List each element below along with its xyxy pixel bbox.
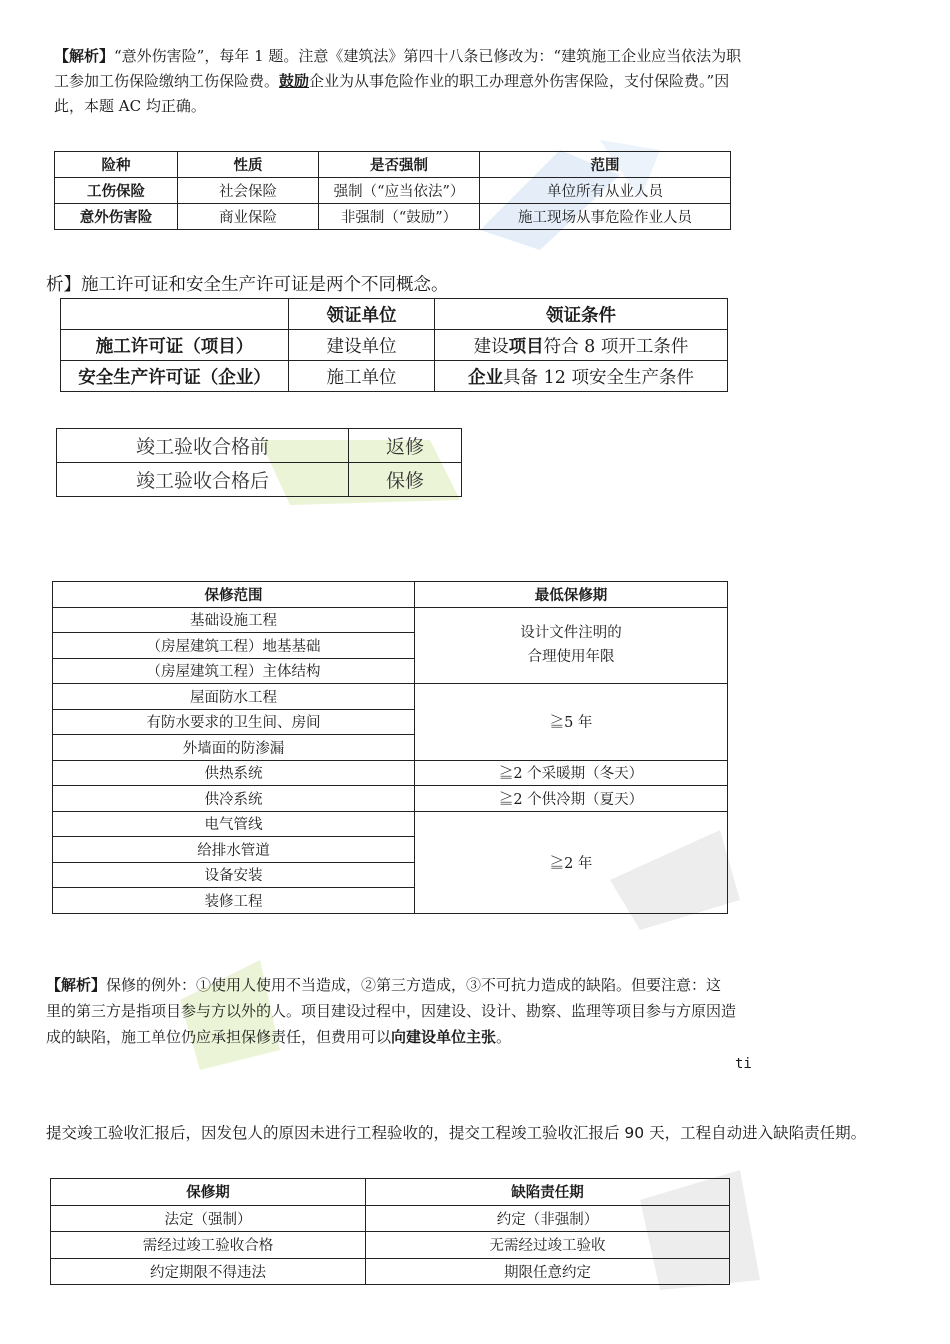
repair-stage-table <box>56 428 462 497</box>
table-cell: 施工单位 <box>289 361 435 392</box>
table-row <box>55 204 731 230</box>
table-header-row <box>53 582 728 608</box>
table-row <box>53 684 728 710</box>
table-cell: 装修工程 <box>53 888 415 914</box>
analysis-text-a: 保修的例外：①使用人使用不当造成，②第三方造成，③不可抗力造成的缺陷。但要注意：这里的第三方是指项目参与方以外的人。项目建设过程中，因建设、设计、勘察、监理等项目参与方原因造成的缺陷，施工单位仍应承担保修责任，但费用可以 <box>46 976 737 1046</box>
header-issuing-unit: 领证单位 <box>289 299 435 330</box>
header-scope: 范围 <box>480 152 731 178</box>
table-cell: 工伤保险 <box>55 178 178 204</box>
analysis-text-b: 企业为从事危险作业的职工办理意外伤害保险，支付保险费。”因此，本题 AC 均正确。 <box>54 72 730 115</box>
table-row <box>53 811 728 837</box>
period-line: 设计文件注明的 <box>520 625 622 642</box>
table-cell: 商业保险 <box>178 204 319 230</box>
analysis-paragraph-3 <box>46 972 736 1050</box>
table-row <box>51 1232 730 1259</box>
table-cell: 屋面防水工程 <box>53 684 415 710</box>
warranty-vs-defect-table <box>50 1178 730 1285</box>
header-mandatory: 是否强制 <box>319 152 480 178</box>
header-warranty-scope: 保修范围 <box>53 582 415 608</box>
period-cell: ≧2 年 <box>415 811 728 913</box>
table-row <box>53 786 728 812</box>
stray-text: ti <box>735 1056 752 1072</box>
table-cell: 社会保险 <box>178 178 319 204</box>
header-nature: 性质 <box>178 152 319 178</box>
analysis-tag: 【解析】 <box>46 976 107 994</box>
table-cell: 非强制（“鼓励”） <box>319 204 480 230</box>
header-blank <box>61 299 289 330</box>
table-cell: （房屋建筑工程）主体结构 <box>53 658 415 684</box>
table-row <box>53 760 728 786</box>
analysis-tag: 【解析】 <box>54 47 115 65</box>
cell-emphasis: 项目 <box>508 336 544 357</box>
table-cell: 外墙面的防渗漏 <box>53 735 415 761</box>
table-cell: 施工现场从事危险作业人员 <box>480 204 731 230</box>
table-cell: 强制（“应当依法”） <box>319 178 480 204</box>
cell-text: 符合 8 项开工条件 <box>543 336 689 357</box>
table-row <box>51 1258 730 1285</box>
analysis-text-b: 。 <box>496 1028 512 1046</box>
cell-text: 建设 <box>473 336 509 357</box>
claim-emphasis: 向建设单位主张 <box>391 1028 497 1046</box>
insurance-comparison-table <box>54 151 731 230</box>
table-header-row <box>55 152 731 178</box>
table-cell: 保修 <box>349 463 462 497</box>
table-cell: 返修 <box>349 429 462 463</box>
table-row <box>61 361 728 392</box>
table-cell: 单位所有从业人员 <box>480 178 731 204</box>
table-cell: 期限任意约定 <box>366 1258 730 1285</box>
table-cell: 无需经过竣工验收 <box>366 1232 730 1259</box>
header-min-period: 最低保修期 <box>415 582 728 608</box>
table-row <box>53 607 728 633</box>
table-cell: 有防水要求的卫生间、房间 <box>53 709 415 735</box>
header-defect-liability: 缺陷责任期 <box>366 1179 730 1206</box>
period-cell <box>415 607 728 684</box>
analysis-text-a: “意外伤害险”，每年 1 题。注意《建筑法》第四十八条已修改为：“建筑施工企业应当依法为职工参加工伤保险缴纳工伤保险费。 <box>54 47 742 90</box>
table-cell: 给排水管道 <box>53 837 415 863</box>
table-cell: 竣工验收合格前 <box>57 429 349 463</box>
table-cell: 意外伤害险 <box>55 204 178 230</box>
table-cell: 电气管线 <box>53 811 415 837</box>
period-cell: ≧2 个采暖期（冬天） <box>415 760 728 786</box>
header-conditions: 领证条件 <box>435 299 728 330</box>
header-insurance-type: 险种 <box>55 152 178 178</box>
table-row <box>57 429 462 463</box>
analysis-paragraph-1 <box>54 44 744 119</box>
table-cell: 基础设施工程 <box>53 607 415 633</box>
table-row <box>57 463 462 497</box>
period-line: 合理使用年限 <box>527 649 615 666</box>
table-cell: （房屋建筑工程）地基基础 <box>53 633 415 659</box>
table-cell: 安全生产许可证（企业） <box>61 361 289 392</box>
header-warranty-period: 保修期 <box>51 1179 366 1206</box>
table-cell: 法定（强制） <box>51 1205 366 1232</box>
permit-comparison-table <box>60 298 728 392</box>
table-cell: 设备安装 <box>53 862 415 888</box>
defect-liability-paragraph: 提交竣工验收汇报后，因发包人的原因未进行工程验收的，提交工程竣工验收汇报后 90 天，工程自动进入缺陷责任期。 <box>46 1124 867 1142</box>
warranty-period-table <box>52 581 728 914</box>
period-cell: ≧2 个供冷期（夏天） <box>415 786 728 812</box>
table-cell: 需经过竣工验收合格 <box>51 1232 366 1259</box>
table-cell: 竣工验收合格后 <box>57 463 349 497</box>
table-cell: 约定期限不得违法 <box>51 1258 366 1285</box>
table-cell <box>435 330 728 361</box>
table-header-row <box>61 299 728 330</box>
table-header-row <box>51 1179 730 1206</box>
table-cell: 约定（非强制） <box>366 1205 730 1232</box>
table-cell: 供热系统 <box>53 760 415 786</box>
cell-text: 具备 12 项安全生产条件 <box>503 367 694 388</box>
cell-emphasis: 企业 <box>468 367 504 388</box>
table-cell: 供冷系统 <box>53 786 415 812</box>
encourage-emphasis: 鼓励 <box>279 72 310 90</box>
table-cell <box>435 361 728 392</box>
table-row <box>61 330 728 361</box>
table-row <box>55 178 731 204</box>
analysis-paragraph-2: 析】施工许可证和安全生产许可证是两个不同概念。 <box>46 275 449 295</box>
table-cell: 建设单位 <box>289 330 435 361</box>
period-cell: ≧5 年 <box>415 684 728 761</box>
table-cell: 施工许可证（项目） <box>61 330 289 361</box>
table-row <box>51 1205 730 1232</box>
